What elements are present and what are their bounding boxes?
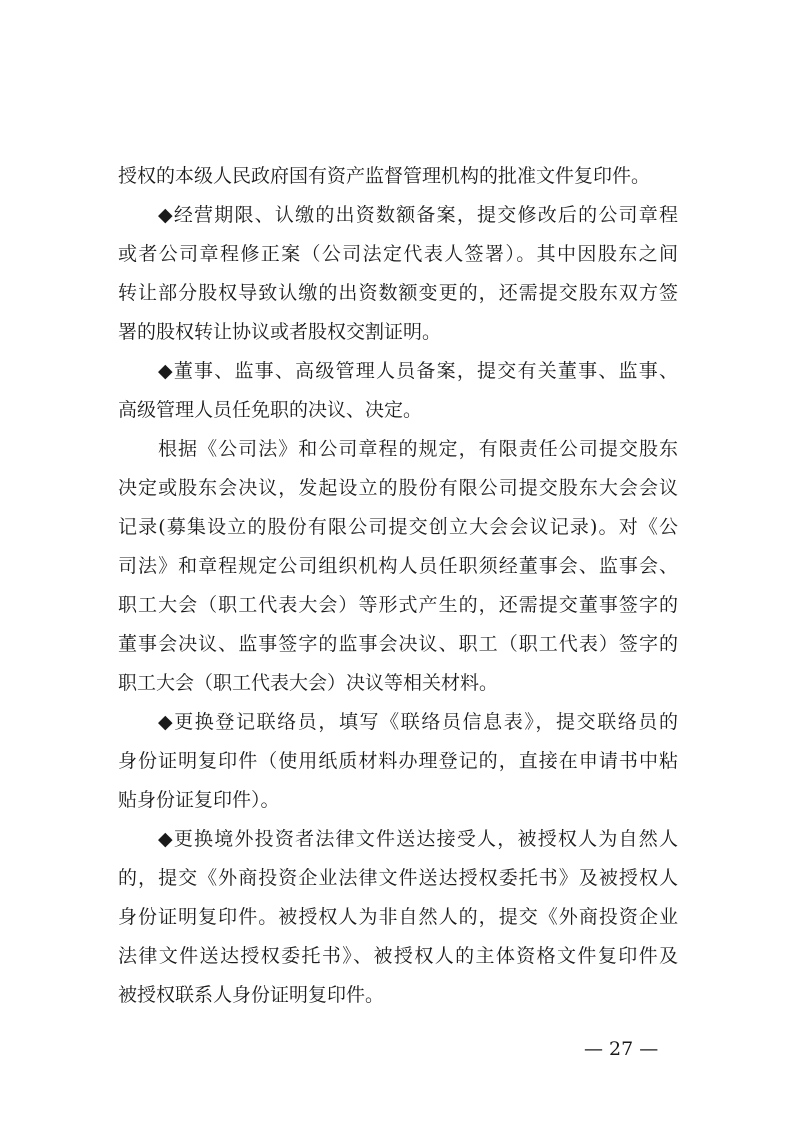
text-line-16: 身份证明复印件（使用纸质材料办理登记的，直接在申请书中粘 — [118, 750, 678, 772]
text-line-14: 职工大会（职工代表大会）决议等相关材料。 — [118, 672, 499, 694]
text-line-1: 授权的本级人民政府国有资产监督管理机构的批准文件复印件。 — [118, 165, 651, 187]
text-line-12: 职工大会（职工代表大会）等形式产生的，还需提交董事签字的 — [118, 594, 678, 616]
text-line-6: ◆董事、监事、高级管理人员备案，提交有关董事、监事、 — [158, 360, 678, 382]
text-line-5: 署的股权转让协议或者股权交割证明。 — [118, 321, 442, 343]
text-line-18: ◆更换境外投资者法律文件送达接受人，被授权人为自然人 — [158, 828, 678, 850]
text-line-20: 身份证明复印件。被授权人为非自然人的，提交《外商投资企业 — [118, 906, 678, 928]
text-line-22: 被授权联系人身份证明复印件。 — [118, 984, 385, 1006]
text-line-19: 的，提交《外商投资企业法律文件送达授权委托书》及被授权人 — [118, 867, 678, 889]
text-line-15: ◆更换登记联络员，填写《联络员信息表》，提交联络员的 — [158, 711, 678, 733]
text-line-8: 根据《公司法》和公司章程的规定，有限责任公司提交股东 — [158, 438, 678, 460]
text-line-7: 高级管理人员任免职的决议、决定。 — [118, 399, 423, 421]
text-line-17: 贴身份证复印件）。 — [118, 789, 280, 811]
text-line-10: 记录(募集设立的股份有限公司提交创立大会会议记录)。对《公 — [118, 516, 678, 538]
text-line-21: 法律文件送达授权委托书》、被授权人的主体资格文件复印件及 — [118, 945, 678, 967]
text-line-9: 决定或股东会决议，发起设立的股份有限公司提交股东大会会议 — [118, 477, 678, 499]
text-line-13: 董事会决议、监事签字的监事会决议、职工（职工代表）签字的 — [118, 633, 678, 655]
text-line-2: ◆经营期限、认缴的出资数额备案，提交修改后的公司章程 — [158, 204, 678, 226]
text-line-4: 转让部分股权导致认缴的出资数额变更的，还需提交股东双方签 — [118, 282, 678, 304]
page-number: — 27 — — [584, 1038, 659, 1060]
text-line-11: 司法》和章程规定公司组织机构人员任职须经董事会、监事会、 — [118, 555, 678, 577]
text-line-3: 或者公司章程修正案（公司法定代表人签署）。其中因股东之间 — [118, 243, 678, 265]
